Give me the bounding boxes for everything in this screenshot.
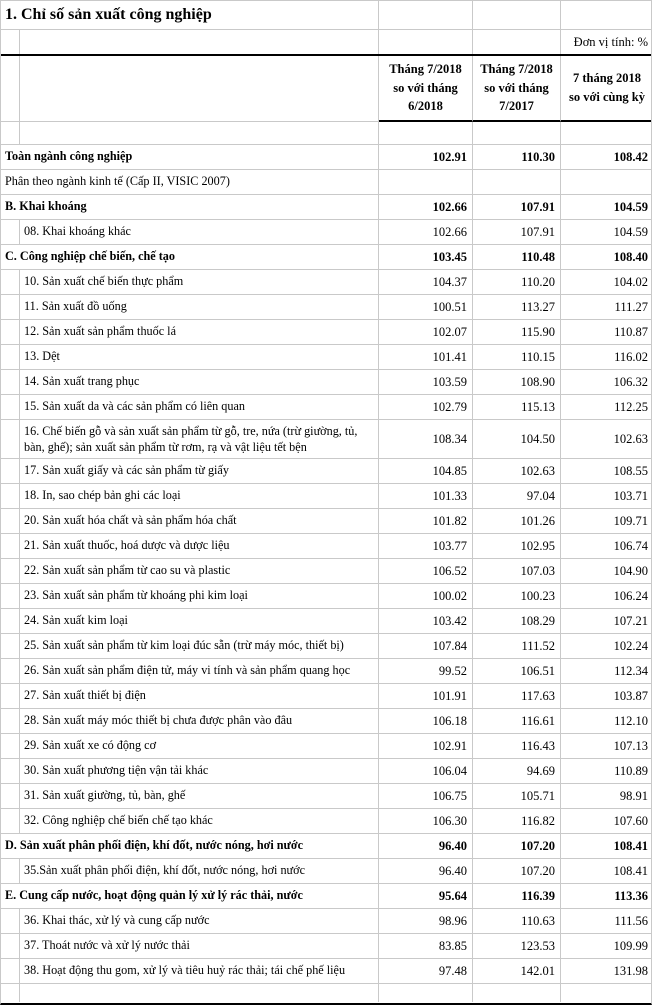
value-cell: 107.13 [613,738,648,753]
row-label: 28. Sản xuất máy móc thiết bị chưa được phân vào đâu [20,709,379,733]
row-label: 13. Dệt [20,345,379,369]
value-cell: 110.63 [473,909,561,933]
indent-cell [1,709,20,733]
value-cell: 104.59 [613,224,648,239]
table-row [1,295,651,320]
row-label: 23. Sản xuất sản phẩm từ khoáng phi kim loại [20,584,379,608]
title-row [1,1,651,30]
empty-cell [473,984,561,1002]
indent-cell [1,30,20,54]
value-cell: 115.90 [473,320,561,344]
value-cell: 106.18 [379,709,473,733]
value-cell: 102.91 [379,734,473,758]
row-label: Phân theo ngành kinh tế (Cấp II, VISIC 2007) [1,170,379,194]
indent-cell [1,122,20,144]
value-cell: 108.41 [613,863,648,878]
value-cell [379,170,473,194]
value-cell: 107.20 [473,834,561,858]
indent-cell [1,809,20,833]
page-title: 1. Chỉ số sản xuất công nghiệp [1,1,379,29]
value-cell: 112.34 [614,663,648,678]
unit-row-spacer [20,30,379,54]
value-cell: 98.96 [379,909,473,933]
table-row [1,784,651,809]
row-label: 24. Sản xuất kim loại [20,609,379,633]
indent-cell [1,420,20,458]
indent-cell [1,459,20,483]
indent-cell [1,959,20,983]
column-header-3: 7 tháng 2018 so với cùng kỳ [561,56,652,122]
unit-row-cell [379,30,473,54]
value-cell: 116.61 [473,709,561,733]
value-cell: 97.04 [473,484,561,508]
table-row [1,370,651,395]
value-cell: 104.37 [379,270,473,294]
column-header-2: Tháng 7/2018 so với tháng 7/2017 [473,56,561,122]
table-row [1,484,651,509]
indent-cell [1,345,20,369]
value-cell: 104.59 [613,199,648,214]
row-label: 11. Sản xuất đồ uống [20,295,379,319]
table-row [1,884,651,909]
table-row [1,609,651,634]
value-cell: 103.77 [379,534,473,558]
row-label: C. Công nghiệp chế biến, chế tạo [1,245,379,269]
indent-cell [1,295,20,319]
unit-row-cell [473,30,561,54]
table-row [1,559,651,584]
value-cell: 108.40 [613,249,648,264]
value-cell: 104.85 [379,459,473,483]
value-cell: 107.91 [473,220,561,244]
empty-row [1,984,651,1002]
table-row [1,834,651,859]
value-cell: 123.53 [473,934,561,958]
indent-cell [1,759,20,783]
row-label: 29. Sản xuất xe có động cơ [20,734,379,758]
row-label: 08. Khai khoáng khác [20,220,379,244]
value-cell: 100.02 [379,584,473,608]
value-cell: 106.52 [379,559,473,583]
value-cell: 102.63 [613,431,648,446]
unit-row [1,30,651,56]
table-row [1,195,651,220]
value-cell: 110.48 [473,245,561,269]
row-label: 10. Sản xuất chế biến thực phẩm [20,270,379,294]
empty-cell [20,122,379,144]
value-cell: 131.98 [613,963,648,978]
row-label: Toàn ngành công nghiệp [1,145,379,169]
value-cell: 112.25 [614,399,648,414]
indent-cell [1,559,20,583]
value-cell: 103.59 [379,370,473,394]
table-row [1,659,651,684]
table-row [1,170,651,195]
table-row [1,859,651,884]
value-cell: 108.42 [613,149,648,164]
value-cell: 108.90 [473,370,561,394]
title-row-cell [561,1,652,29]
empty-cell [561,122,652,144]
value-cell: 101.33 [379,484,473,508]
table-row [1,509,651,534]
empty-cell [20,984,379,1002]
indent-cell [1,934,20,958]
indent-cell [1,220,20,244]
value-cell: 112.10 [614,713,648,728]
value-cell: 107.60 [613,813,648,828]
value-cell: 113.36 [614,888,648,903]
indent-cell [1,734,20,758]
indent-cell [1,659,20,683]
value-cell: 116.39 [473,884,561,908]
row-label: D. Sản xuất phân phối điện, khí đốt, nước nóng, hơi nước [1,834,379,858]
indent-cell [1,784,20,808]
row-label: 32. Công nghiệp chế biến chế tạo khác [20,809,379,833]
indent-cell [1,56,20,122]
table-row [1,395,651,420]
row-label: 25. Sản xuất sản phẩm từ kim loại đúc sẵn (trừ máy móc, thiết bị) [20,634,379,658]
value-cell: 102.24 [613,638,648,653]
indent-cell [1,509,20,533]
value-cell: 108.29 [473,609,561,633]
indent-cell [1,859,20,883]
value-cell: 94.69 [473,759,561,783]
indent-cell [1,584,20,608]
table-row [1,145,651,170]
value-cell: 101.41 [379,345,473,369]
row-label: 14. Sản xuất trang phục [20,370,379,394]
value-cell: 103.71 [613,488,648,503]
value-cell: 97.48 [379,959,473,983]
indent-cell [1,984,20,1002]
value-cell: 107.20 [473,859,561,883]
row-label: 15. Sản xuất da và các sản phẩm có liên quan [20,395,379,419]
value-cell: 111.27 [614,299,648,314]
value-cell [473,170,561,194]
value-cell: 103.87 [613,688,648,703]
row-label: 37. Thoát nước và xử lý nước thải [20,934,379,958]
table-row [1,245,651,270]
table-row [1,734,651,759]
value-cell: 96.40 [379,859,473,883]
value-cell: 102.95 [473,534,561,558]
empty-cell [379,984,473,1002]
empty-cell [473,122,561,144]
row-label: 38. Hoạt động thu gom, xử lý và tiêu huỷ rác thải; tái chế phế liệu [20,959,379,983]
value-cell: 105.71 [473,784,561,808]
value-cell: 106.24 [613,588,648,603]
table-row [1,420,651,459]
value-cell: 102.91 [379,145,473,169]
value-cell: 106.04 [379,759,473,783]
table-row [1,459,651,484]
value-cell: 111.56 [614,913,648,928]
value-cell: 104.50 [473,420,561,458]
row-label: 17. Sản xuất giấy và các sản phẩm từ giấy [20,459,379,483]
value-cell: 106.75 [379,784,473,808]
value-cell: 104.02 [613,274,648,289]
indent-cell [1,320,20,344]
value-cell: 108.34 [379,420,473,458]
value-cell: 142.01 [473,959,561,983]
row-label: B. Khai khoáng [1,195,379,219]
header-row [1,56,651,122]
empty-row [1,122,651,145]
value-cell: 98.91 [619,788,648,803]
table-row [1,320,651,345]
row-label: 26. Sản xuất sản phẩm điện tử, máy vi tính và sản phẩm quang học [20,659,379,683]
empty-cell [561,984,652,1002]
value-cell: 99.52 [379,659,473,683]
indent-cell [1,534,20,558]
value-cell: 113.27 [473,295,561,319]
table-row [1,684,651,709]
value-cell: 116.82 [473,809,561,833]
row-label: 31. Sản xuất giường, tủ, bàn, ghế [20,784,379,808]
value-cell: 102.07 [379,320,473,344]
value-cell: 110.89 [614,763,648,778]
table-row [1,759,651,784]
table-row [1,634,651,659]
header-label-spacer [20,56,379,122]
indent-cell [1,395,20,419]
column-header-1: Tháng 7/2018 so với tháng 6/2018 [379,56,473,122]
table-row [1,809,651,834]
value-cell: 106.30 [379,809,473,833]
value-cell: 100.51 [379,295,473,319]
value-cell: 115.13 [473,395,561,419]
row-label: 27. Sản xuất thiết bị điện [20,684,379,708]
value-cell: 100.23 [473,584,561,608]
indent-cell [1,634,20,658]
unit-note: Đơn vị tính: % [573,34,648,49]
table-row [1,345,651,370]
value-cell: 107.84 [379,634,473,658]
value-cell: 108.41 [613,838,648,853]
table-row [1,959,651,984]
value-cell: 110.30 [473,145,561,169]
indent-cell [1,270,20,294]
indent-cell [1,684,20,708]
value-cell: 101.82 [379,509,473,533]
table-row [1,909,651,934]
table-row [1,709,651,734]
value-cell: 110.15 [473,345,561,369]
value-cell: 117.63 [473,684,561,708]
value-cell: 109.71 [613,513,648,528]
value-cell: 108.55 [613,463,648,478]
row-label: 16. Chế biến gỗ và sản xuất sản phẩm từ gỗ, tre, nứa (trừ giường, tủ, bàn, ghế); sản xuất sản phẩm từ rơm, rạ và vật liệu tết bện [20,420,379,458]
value-cell: 116.02 [614,349,648,364]
value-cell: 111.52 [473,634,561,658]
indent-cell [1,484,20,508]
value-cell: 116.43 [473,734,561,758]
value-cell [561,170,652,194]
indent-cell [1,909,20,933]
row-label: 20. Sản xuất hóa chất và sản phẩm hóa chất [20,509,379,533]
value-cell: 107.03 [473,559,561,583]
row-label: 30. Sản xuất phương tiện vận tải khác [20,759,379,783]
row-label: 36. Khai thác, xử lý và cung cấp nước [20,909,379,933]
row-label: 21. Sản xuất thuốc, hoá dược và dược liệu [20,534,379,558]
value-cell: 102.79 [379,395,473,419]
value-cell: 103.45 [379,245,473,269]
table-row [1,270,651,295]
value-cell: 102.66 [379,220,473,244]
value-cell: 102.66 [379,195,473,219]
empty-cell [379,122,473,144]
value-cell: 83.85 [379,934,473,958]
row-label: 12. Sản xuất sản phẩm thuốc lá [20,320,379,344]
value-cell: 106.74 [613,538,648,553]
row-label: E. Cung cấp nước, hoạt động quản lý xử lý rác thải, nước [1,884,379,908]
value-cell: 110.20 [473,270,561,294]
indent-cell [1,370,20,394]
value-cell: 106.32 [613,374,648,389]
value-cell: 110.87 [614,324,648,339]
table-row [1,220,651,245]
title-row-cell [473,1,561,29]
value-cell: 107.91 [473,195,561,219]
value-cell: 109.99 [613,938,648,953]
row-label: 18. In, sao chép bản ghi các loại [20,484,379,508]
value-cell: 96.40 [379,834,473,858]
value-cell: 95.64 [379,884,473,908]
title-row-cell [379,1,473,29]
value-cell: 107.21 [613,613,648,628]
table-row [1,584,651,609]
value-cell: 101.26 [473,509,561,533]
value-cell: 101.91 [379,684,473,708]
value-cell: 102.63 [473,459,561,483]
value-cell: 106.51 [473,659,561,683]
row-label: 22. Sản xuất sản phẩm từ cao su và plastic [20,559,379,583]
row-label: 35.Sản xuất phân phối điện, khí đốt, nước nóng, hơi nước [20,859,379,883]
table-row [1,934,651,959]
value-cell: 104.90 [613,563,648,578]
indent-cell [1,609,20,633]
table-body [1,145,651,984]
table-row [1,534,651,559]
value-cell: 103.42 [379,609,473,633]
